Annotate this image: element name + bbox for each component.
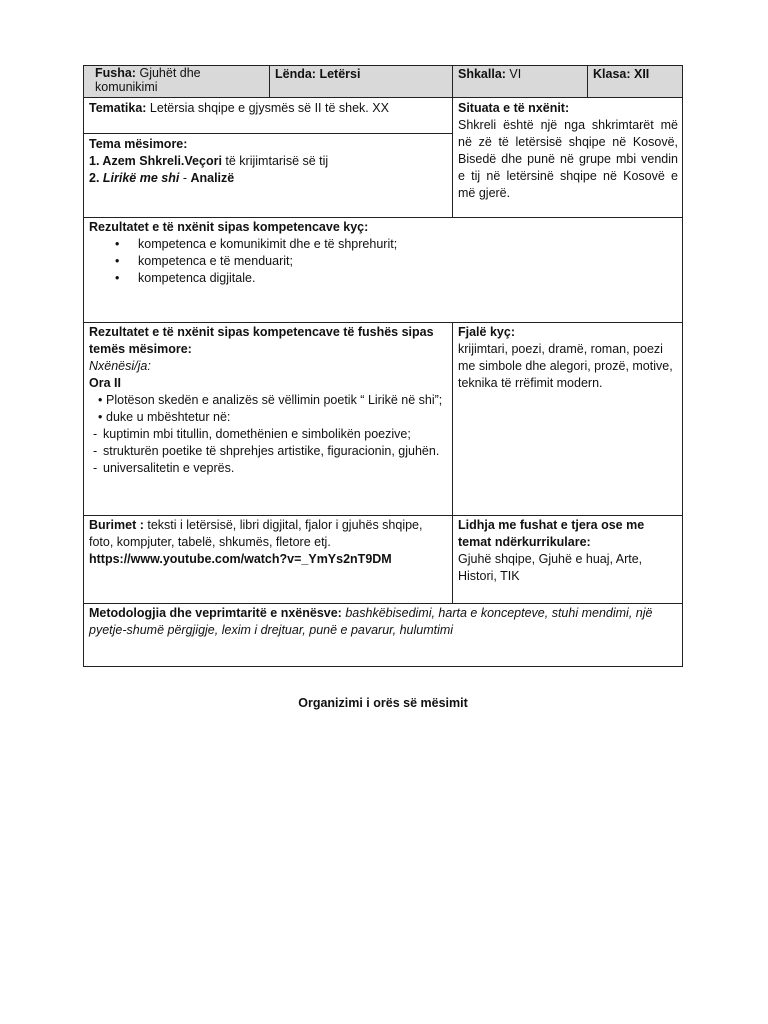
list-item: • duke u mbështetur në:: [89, 409, 447, 426]
nxenesi-label: Nxënësi/ja:: [89, 359, 151, 373]
situata-text: Shkreli është një nga shkrimtarët më në zë të letërsisë shqipe në Kosovë, Bisedë dhe punë në grupe mbi vendin e tij në letërsinë shqipe në Kosovë e më gjerë.: [458, 118, 678, 200]
fusha-value: Gjuhët dhe komunikimi: [95, 66, 201, 94]
metodologjia-text: bashkëbisedimi, harta e koncepteve, stuhi mendimi, një pyetje-shumë përgjigje, lexim i drejtuar, punë e pavarur, hulumtimi: [89, 606, 653, 637]
fjale-kyc-title: Fjalë kyç:: [458, 325, 515, 339]
list-item: • kompetenca e komunikimit dhe e të shprehurit;: [89, 236, 677, 253]
lidhja-title: Lidhja me fushat e tjera ose me temat ndërkurrikulare:: [458, 518, 645, 549]
kompetenca-fushes-cell: [84, 324, 452, 477]
burimet-url[interactable]: https://www.youtube.com/watch?v=_YmYs2nT9DM: [89, 552, 392, 566]
organizimi-title: Organizimi i orës së mësimit: [298, 696, 468, 710]
list-item: • kompetenca digjitale.: [89, 270, 677, 287]
fjale-kyc-text-2: teknika të rrëfimit modern.: [458, 376, 603, 390]
metodologjia-cell: [84, 605, 682, 639]
list-item: - strukturën poetike të shprehjes artistike, figuracionin, gjuhën.: [89, 443, 447, 460]
tema-cell: [84, 136, 452, 187]
tema-label: Tema mësimore:: [89, 137, 188, 151]
kompetenca-kyc-list: [89, 236, 677, 287]
situata-label: Situata e të nxënit:: [458, 101, 570, 115]
shkalla-value: VI: [509, 67, 522, 81]
kompetenca-fushes-bullets: [89, 392, 447, 426]
kompetenca-kyc-cell: [84, 219, 682, 287]
shkalla-cell: [453, 66, 587, 83]
burimet-text: Burimet : teksti i letërsisë, libri digjital, fjalor i gjuhës shqipe, foto, kompjuter, tabelë, shkumës, fletore etj.: [89, 518, 423, 549]
burimet-cell: [84, 517, 452, 568]
lidhja-text: Gjuhë shqipe, Gjuhë e huaj, Arte, Histori, TIK: [458, 552, 643, 583]
list-item: - universalitetin e veprës.: [89, 460, 447, 477]
fjale-kyc-text: krijimtari, poezi, dramë, roman, poezi me simbole dhe alegori, prozë, motive,: [458, 342, 673, 373]
shkalla-label: Shkalla:: [458, 67, 506, 81]
klasa-cell: [588, 66, 682, 83]
lidhja-cell: [453, 517, 683, 585]
fjale-kyc-cell: [453, 324, 683, 392]
klasa-text: Klasa: XII: [593, 67, 650, 81]
tematika-cell: [84, 100, 452, 117]
kompetenca-fushes-dashes: [89, 426, 447, 477]
fusha-cell: [90, 66, 268, 94]
tema-item-1: 1. Azem Shkreli.Veçori të krijimtarisë së tij: [89, 154, 329, 168]
tematika-value: Letërsia shqipe e gjysmës së II të shek. XX: [149, 101, 389, 115]
list-item: - kuptimin mbi titullin, domethënien e simbolikën poezive;: [89, 426, 447, 443]
lenda-text: Lënda: Letërsi: [275, 67, 361, 81]
ora-label: Ora II: [89, 376, 121, 390]
tematika-label: Tematika:: [89, 101, 147, 115]
kompetenca-fushes-title: Rezultatet e të nxënit sipas kompetencave të fushës sipas temës mësimore:: [89, 325, 434, 356]
list-item: • Plotëson skedën e analizës së vëllimin poetik “ Lirikë në shi”;: [89, 392, 447, 409]
kompetenca-kyc-title: Rezultatet e të nxënit sipas kompetencave kyç:: [89, 220, 369, 234]
metodologjia-label: Metodologjia dhe veprimtaritë e nxënësve:: [89, 606, 342, 620]
fusha-label: Fusha:: [95, 66, 136, 80]
lenda-cell: [270, 66, 452, 83]
tema-item-2: 2. Lirikë me shi - Analizë: [89, 171, 235, 185]
situata-cell: [453, 100, 683, 202]
list-item: • kompetenca e të menduarit;: [89, 253, 677, 270]
